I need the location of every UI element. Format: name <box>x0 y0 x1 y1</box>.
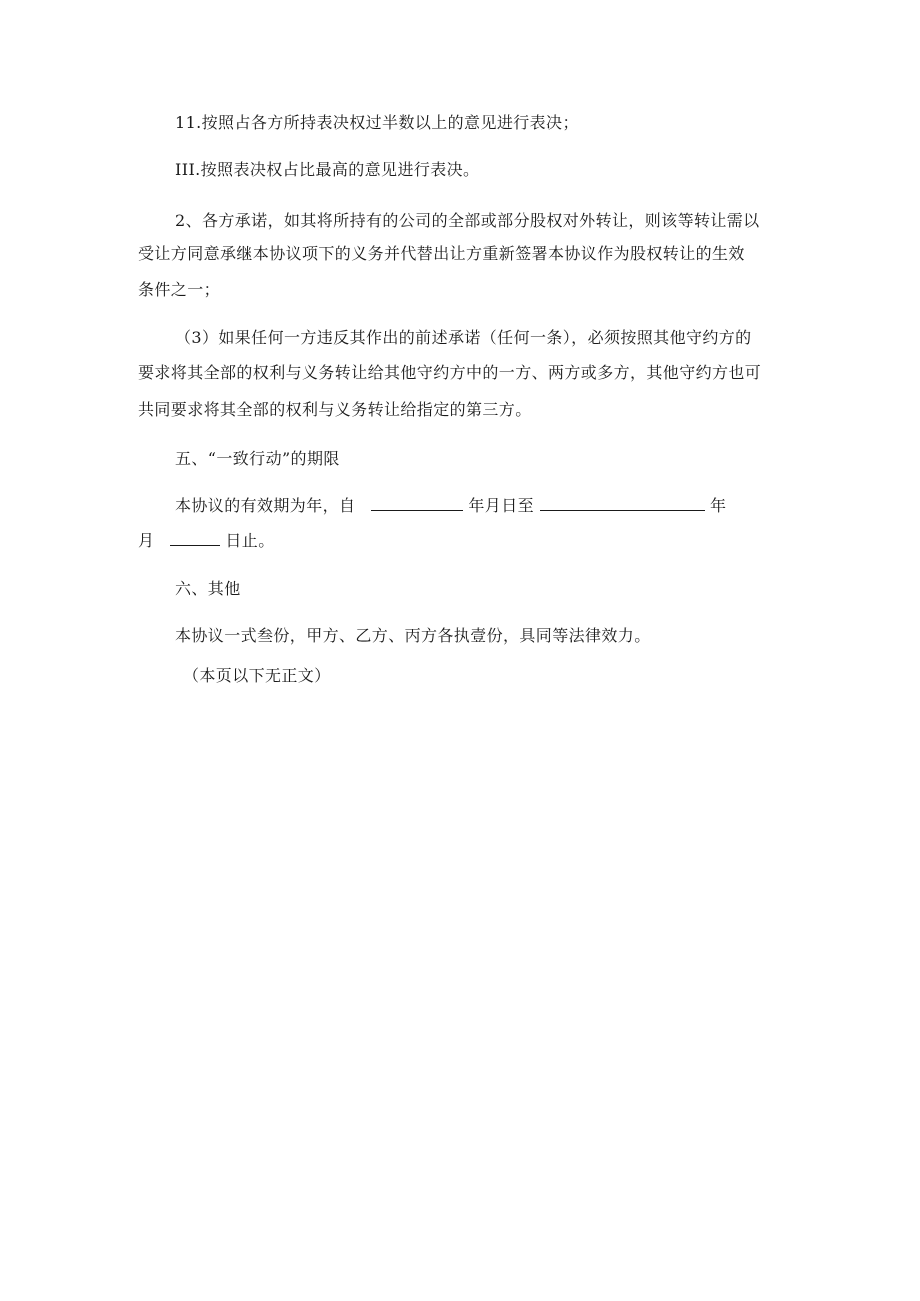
copies-clause: 本协议一式叁份，甲方、乙方、丙方各执壹份，具同等法律效力。 <box>175 626 651 645</box>
term-line-1 <box>175 496 726 516</box>
clause-3-line-2: 要求将其全部的权利与义务转让给其他守约方中的一方、两方或多方，其他守约方也可 <box>138 363 762 382</box>
term-mid: 年月日至 <box>468 496 535 515</box>
end-day-blank <box>170 531 220 546</box>
term-end: 日止。 <box>225 531 275 550</box>
voting-rule-ii: 11.按照占各方所持表决权过半数以上的意见进行表决； <box>175 113 579 132</box>
end-of-text-note: （本页以下无正文） <box>183 666 331 685</box>
term-suffix: 年 <box>710 496 727 515</box>
clause-3-line-1: （3）如果任何一方违反其作出的前述承诺（任何一条），必须按照其他守约方的 <box>175 328 752 347</box>
term-prefix: 本协议的有效期为年，自 <box>175 496 356 515</box>
section-5-heading: 五、“一致行动”的期限 <box>175 449 340 468</box>
clause-2-line-2: 受让方同意承继本协议项下的义务并代替出让方重新签署本协议作为股权转让的生效 <box>138 244 745 263</box>
clause-3-line-3: 共同要求将其全部的权利与义务转让给指定的第三方。 <box>138 400 532 419</box>
start-date-blank <box>371 496 463 511</box>
section-6-heading: 六、其他 <box>175 579 241 598</box>
term-month: 月 <box>138 531 155 550</box>
clause-2-line-3: 条件之一； <box>138 280 221 299</box>
clause-2-line-1: 2、各方承诺，如其将所持有的公司的全部或部分股权对外转让，则该等转让需以 <box>175 211 760 230</box>
term-line-2 <box>138 531 275 551</box>
end-date-blank <box>540 496 705 511</box>
voting-rule-iii: III.按照表决权占比最高的意见进行表决。 <box>175 160 480 179</box>
